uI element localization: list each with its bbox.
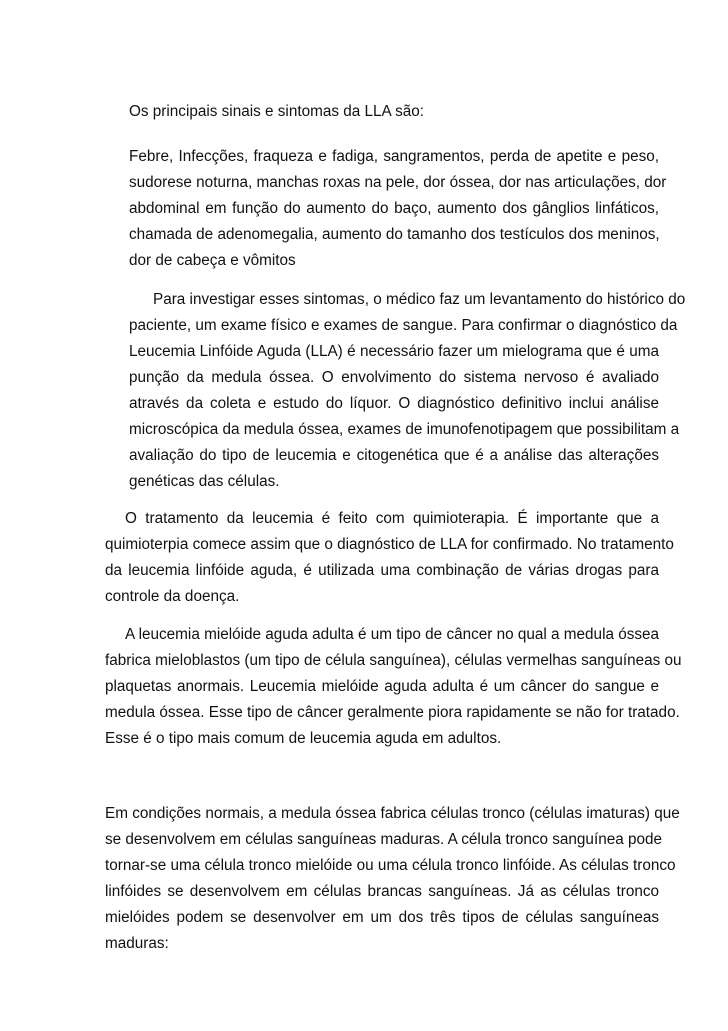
paragraph-line: punção da medula óssea. O envolvimento do sistema nervoso é avaliado (129, 369, 659, 386)
paragraph-line: abdominal em função do aumento do baço, aumento dos gânglios linfáticos, (129, 200, 659, 217)
paragraph-line: O tratamento da leucemia é feito com quimioterapia. É importante que a (125, 510, 659, 527)
paragraph-line: chamada de adenomegalia, aumento do tamanho dos testículos dos meninos, (129, 226, 660, 243)
paragraph-normal-conditions (105, 801, 680, 957)
paragraph-line: controle da doença. (105, 588, 240, 605)
paragraph-line: Esse é o tipo mais comum de leucemia aguda em adultos. (105, 730, 502, 747)
paragraph-line: dor de cabeça e vômitos (129, 252, 296, 269)
paragraph-line: mielóides podem se desenvolver em um dos três tipos de células sanguíneas (105, 909, 659, 926)
paragraph-line: Leucemia Linfóide Aguda (LLA) é necessário fazer um mielograma que é uma (129, 343, 659, 360)
paragraph-line: através da coleta e estudo do líquor. O diagnóstico definitivo inclui análise (129, 395, 659, 412)
paragraph-line: microscópica da medula óssea, exames de imunofenotipagem que possibilitam a (129, 421, 680, 438)
paragraph-line: quimioterpia comece assim que o diagnóstico de LLA for confirmado. No tratamento (105, 536, 674, 553)
paragraph-line: maduras: (105, 935, 169, 952)
paragraph-line: sudorese noturna, manchas roxas na pele, dor óssea, dor nas articulações, dor (129, 174, 667, 191)
paragraph-line: fabrica mieloblastos (um tipo de célula sanguínea), células vermelhas sanguíneas ou (105, 652, 682, 669)
paragraph-line: medula óssea. Esse tipo de câncer geralmente piora rapidamente se não for tratado. (105, 704, 680, 721)
paragraph-line: A leucemia mielóide aguda adulta é um tipo de câncer no qual a medula óssea (125, 626, 660, 643)
paragraph-line: Febre, Infecções, fraqueza e fadiga, sangramentos, perda de apetite e peso, (129, 148, 659, 165)
paragraph-line: se desenvolvem em células sanguíneas maduras. A célula tronco sanguínea pode (105, 831, 662, 848)
paragraph-diagnosis (129, 287, 686, 495)
heading-text: Os principais sinais e sintomas da LLA são: (129, 103, 425, 120)
paragraph-symptoms (129, 144, 667, 274)
paragraph-aml (105, 622, 682, 752)
paragraph-line: paciente, um exame físico e exames de sangue. Para confirmar o diagnóstico da (129, 317, 678, 334)
paragraph-line: Para investigar esses sintomas, o médico faz um levantamento do histórico do (153, 291, 686, 308)
paragraph-line: linfóides se desenvolvem em células brancas sanguíneas. Já as células tronco (105, 883, 659, 900)
paragraph-line: da leucemia linfóide aguda, é utilizada uma combinação de várias drogas para (105, 562, 659, 579)
paragraph-line: Em condições normais, a medula óssea fabrica células tronco (células imaturas) que (105, 805, 680, 822)
paragraph-line: tornar-se uma célula tronco mielóide ou uma célula tronco linfóide. As células tronco (105, 857, 676, 874)
paragraph-treatment (105, 506, 674, 610)
paragraph-line: plaquetas anormais. Leucemia mielóide aguda adulta é um câncer do sangue e (105, 678, 659, 695)
section-heading (129, 99, 659, 125)
paragraph-line: avaliação do tipo de leucemia e citogenética que é a análise das alterações (129, 447, 659, 464)
paragraph-line: genéticas das células. (129, 473, 280, 490)
